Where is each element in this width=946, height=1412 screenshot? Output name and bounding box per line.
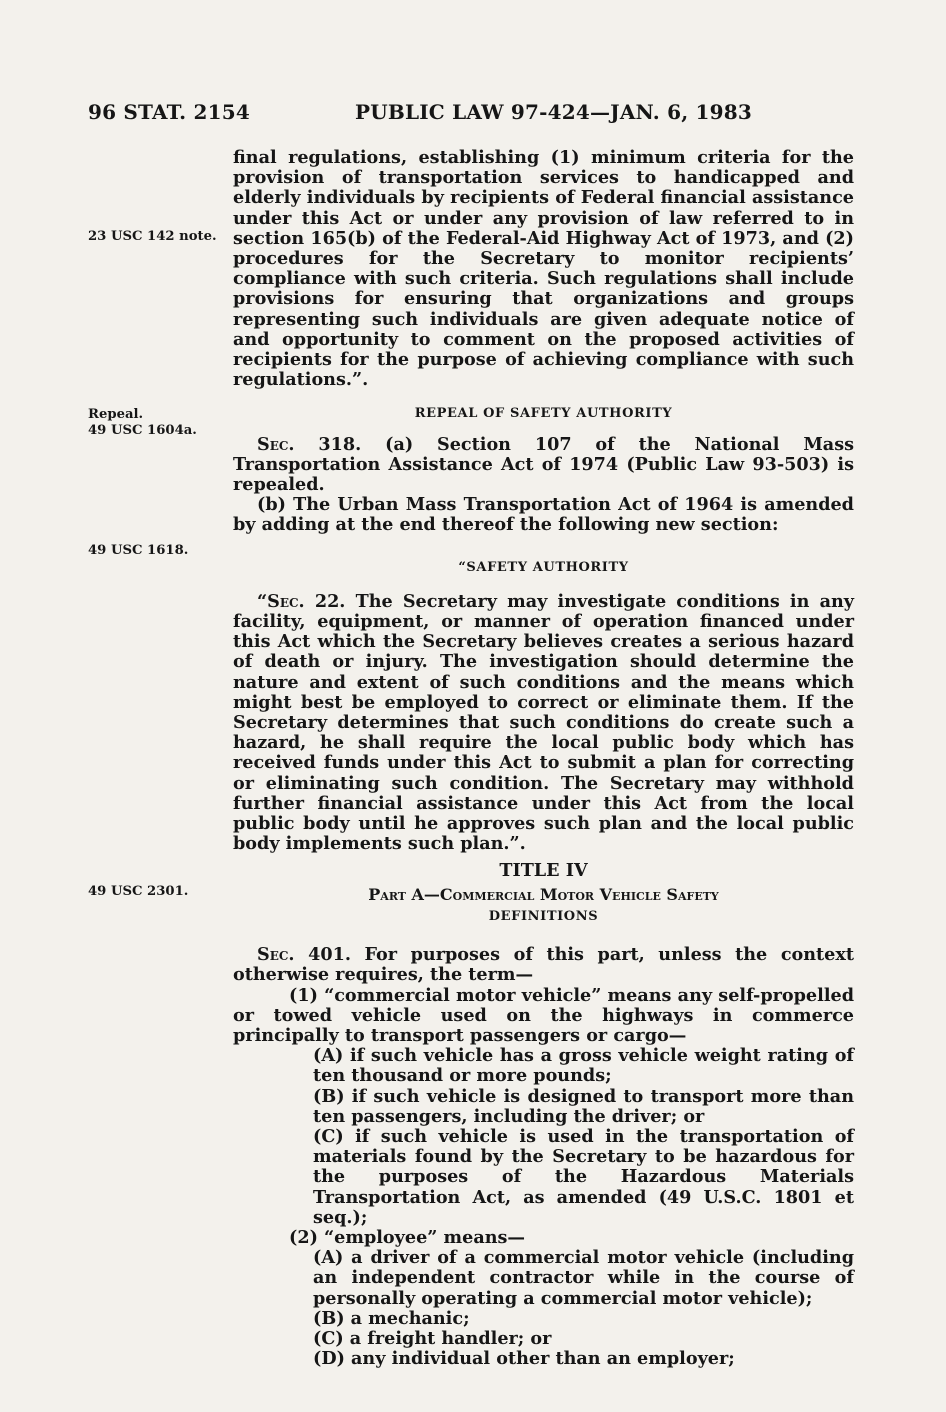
statute-page-number: 96 STAT. 2154 — [88, 100, 250, 124]
heading-repeal-of-safety-authority: REPEAL OF SAFETY AUTHORITY — [414, 406, 673, 422]
paragraph-sec-318b: (b) The Urban Mass Transportation Act of 1964 is amended by adding at the end thereof the following new section: — [233, 494, 854, 536]
definition-1: (1) “commercial motor vehicle” means any self-propelled or towed vehicle used on the highways in commerce principally to transport passengers or cargo— — [233, 984, 854, 1046]
margin-note-49usc1604a: 49 USC 1604a. — [88, 423, 197, 438]
heading-safety-authority: “SAFETY AUTHORITY — [458, 559, 629, 575]
paragraph-final-regulations: final regulations, establishing (1) minimum criteria for the provision of transportation services to handicapped and elderly individuals by recipients of Federal financial assistance under this Act or under any provision of law referred to in section 165(b) of the Federal-Aid Highway Act of 1973, and (2) procedures for the Secretary to monitor recipients’ compliance with such criteria. Such regulations shall include provisions for ensuring that organizations and groups representing such individuals are given adequate notice of and opportunity to comment on the proposed activities of recipients for the purpose of achieving compliance with such regulations.”. — [233, 147, 854, 391]
sec-label: Sec. — [257, 433, 295, 455]
definition-2d: (D) any individual other than an employer; — [313, 1348, 735, 1370]
title-iv-heading: TITLE IV — [499, 859, 588, 881]
margin-note-49usc2301: 49 USC 2301. — [88, 884, 189, 899]
sec-401-text: 401. For purposes of this part, unless the context otherwise requires, the term— — [233, 944, 854, 986]
paragraph-sec-318a — [233, 435, 854, 496]
definition-2b: (B) a mechanic; — [313, 1307, 470, 1329]
running-header: PUBLIC LAW 97-424—JAN. 6, 1983 — [355, 100, 752, 124]
sec-label: Sec. — [257, 944, 295, 966]
paragraph-sec-401 — [233, 945, 854, 985]
heading-definitions: DEFINITIONS — [488, 908, 599, 924]
margin-note-49usc1618: 49 USC 1618. — [88, 543, 189, 558]
definition-2a: (A) a driver of a commercial motor vehicle (including an independent contractor while in the course of personally operating a commercial motor vehicle); — [313, 1247, 854, 1309]
definition-1c: (C) if such vehicle is used in the transportation of materials found by the Secretary to be hazardous for the purposes of the Hazardous Materials Transportation Act, as amended (49 U.S.C. 1801 et seq.); — [313, 1125, 854, 1228]
sec-318a-text: 318. (a) Section 107 of the National Mass Transportation Assistance Act of 1974 (Public Law 93-503) is repealed. — [233, 433, 854, 496]
sec-22-text: 22. The Secretary may investigate conditions in any facility, equipment, or manner of operation financed under this Act which the Secretary believes creates a serious hazard of death or injury. The investigation should determine the nature and extent of such conditions and the means which might best be employed to correct or eliminate them. If the Secretary determines that such conditions do create such a hazard, he shall require the local public body which has received funds under this Act to submit a plan for correcting or eliminating such condition. The Secretary may withhold further financial assistance under this Act from the local public body until he approves such plan and the local public body implements such plan.”. — [233, 590, 854, 855]
margin-note-repeal: Repeal. — [88, 407, 144, 422]
definition-2c: (C) a freight handler; or — [313, 1327, 552, 1349]
paragraph-sec-22 — [233, 592, 854, 855]
definition-2: (2) “employee” means— — [289, 1226, 526, 1248]
body-text — [233, 148, 854, 1369]
margin-note-23usc142: 23 USC 142 note. — [88, 229, 217, 244]
definition-1b: (B) if such vehicle is designed to transport more than ten passengers, including the driver; or — [313, 1085, 854, 1127]
sec-label: “Sec. — [257, 590, 305, 612]
definition-1a: (A) if such vehicle has a gross vehicle weight rating of ten thousand or more pounds; — [313, 1045, 854, 1087]
part-a-heading: Part A—Commercial Motor Vehicle Safety — [368, 884, 719, 904]
